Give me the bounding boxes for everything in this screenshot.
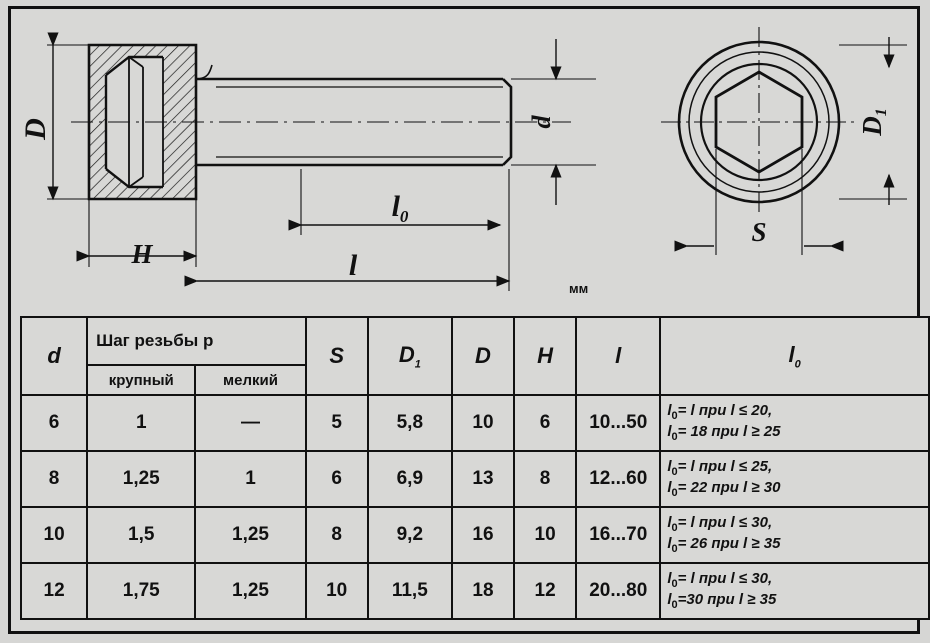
table-row — [21, 507, 929, 563]
cell-l0 — [660, 507, 929, 563]
l0-text-2: =30 при l ≥ 35 — [677, 591, 777, 608]
cell-S: 10 — [306, 563, 368, 619]
cell-S: 5 — [306, 395, 368, 451]
l0-prefix: l — [667, 514, 672, 532]
svg-text:d: d — [527, 115, 556, 129]
cell-H: 10 — [514, 507, 576, 563]
col-header-S: S — [306, 317, 368, 395]
cell-l: 20...80 — [576, 563, 660, 619]
l0-text-1: = l при l ≤ 30, — [677, 514, 773, 532]
l0-prefix: l — [667, 479, 672, 496]
table-row — [21, 395, 929, 451]
l0-prefix-sub: 0 — [671, 431, 678, 443]
cell-H: 12 — [514, 563, 576, 619]
cell-l0 — [660, 563, 929, 619]
figure-frame — [8, 6, 920, 634]
cell-l: 16...70 — [576, 507, 660, 563]
table-header-row-1 — [21, 317, 929, 365]
l0-prefix: l — [667, 570, 672, 588]
l0-prefix: l — [667, 458, 672, 476]
cell-l0 — [660, 451, 929, 507]
cell-d: 6 — [21, 395, 87, 451]
l0-prefix-sub: 0 — [671, 487, 678, 499]
svg-text:H: H — [131, 239, 153, 269]
cell-H: 8 — [514, 451, 576, 507]
col-header-l0-sub: 0 — [794, 358, 801, 371]
cell-fine: 1,25 — [195, 507, 305, 563]
l0-text-2: = 26 при l ≥ 35 — [677, 535, 781, 552]
cell-coarse: 1,5 — [87, 507, 195, 563]
svg-text:l: l — [348, 249, 358, 282]
cell-D: 13 — [452, 451, 514, 507]
l0-prefix: l — [667, 591, 672, 608]
col-header-l0-text: l — [788, 341, 795, 367]
l0-prefix-sub: 0 — [671, 599, 678, 611]
cell-H: 6 — [514, 395, 576, 451]
cell-D1: 5,8 — [368, 395, 452, 451]
cell-l: 12...60 — [576, 451, 660, 507]
table-row — [21, 451, 929, 507]
l0-prefix-sub: 0 — [671, 410, 678, 423]
col-header-pitch-fine: мелкий — [195, 365, 305, 395]
col-header-H: H — [514, 317, 576, 395]
table — [20, 316, 930, 620]
svg-text:l0: $l_0$ — [391, 190, 409, 226]
svg-text:D: D — [19, 118, 52, 140]
l0-text-1: = l при l ≤ 30, — [677, 570, 773, 588]
cell-d: 10 — [21, 507, 87, 563]
cell-l: 10...50 — [576, 395, 660, 451]
cell-D1: 6,9 — [368, 451, 452, 507]
col-header-D: D — [452, 317, 514, 395]
cell-fine: 1,25 — [195, 563, 305, 619]
cell-D: 10 — [452, 395, 514, 451]
col-header-D1-text: D — [398, 341, 415, 367]
cell-fine: 1 — [195, 451, 305, 507]
col-header-l: l — [576, 317, 660, 395]
cell-D1: 11,5 — [368, 563, 452, 619]
col-header-d: d — [21, 317, 87, 395]
l0-prefix-sub: 0 — [671, 543, 678, 555]
cell-S: 6 — [306, 451, 368, 507]
cell-d: 12 — [21, 563, 87, 619]
col-header-l0 — [660, 317, 929, 395]
cell-D1: 9,2 — [368, 507, 452, 563]
svg-text:D1: D1 — [857, 108, 890, 136]
cell-coarse: 1,75 — [87, 563, 195, 619]
l0-prefix-sub: 0 — [671, 578, 678, 591]
cell-D: 18 — [452, 563, 514, 619]
bolt-drawing — [11, 9, 917, 309]
table-row — [21, 563, 929, 619]
unit-label: мм — [569, 281, 589, 296]
dimensions-table — [20, 316, 930, 620]
cell-l0 — [660, 395, 929, 451]
cell-D: 16 — [452, 507, 514, 563]
col-header-D1-sub: 1 — [414, 358, 421, 371]
col-header-pitch: Шаг резьбы p — [87, 317, 305, 365]
l0-prefix: l — [667, 535, 672, 552]
cell-S: 8 — [306, 507, 368, 563]
l0-text-1: = l при l ≤ 25, — [677, 458, 773, 476]
col-header-D1 — [368, 317, 452, 395]
l0-text-2: = 18 при l ≥ 25 — [677, 423, 781, 440]
l0-text-1: = l при l ≤ 20, — [677, 402, 773, 420]
l0-text-2: = 22 при l ≥ 30 — [677, 479, 781, 496]
l0-prefix-sub: 0 — [671, 466, 678, 479]
col-header-pitch-coarse: крупный — [87, 365, 195, 395]
l0-prefix: l — [667, 423, 672, 440]
cell-d: 8 — [21, 451, 87, 507]
l0-prefix: l — [667, 402, 672, 420]
cell-fine: — — [195, 395, 305, 451]
l0-prefix-sub: 0 — [671, 522, 678, 535]
cell-coarse: 1,25 — [87, 451, 195, 507]
svg-text:S: S — [751, 217, 767, 247]
cell-coarse: 1 — [87, 395, 195, 451]
